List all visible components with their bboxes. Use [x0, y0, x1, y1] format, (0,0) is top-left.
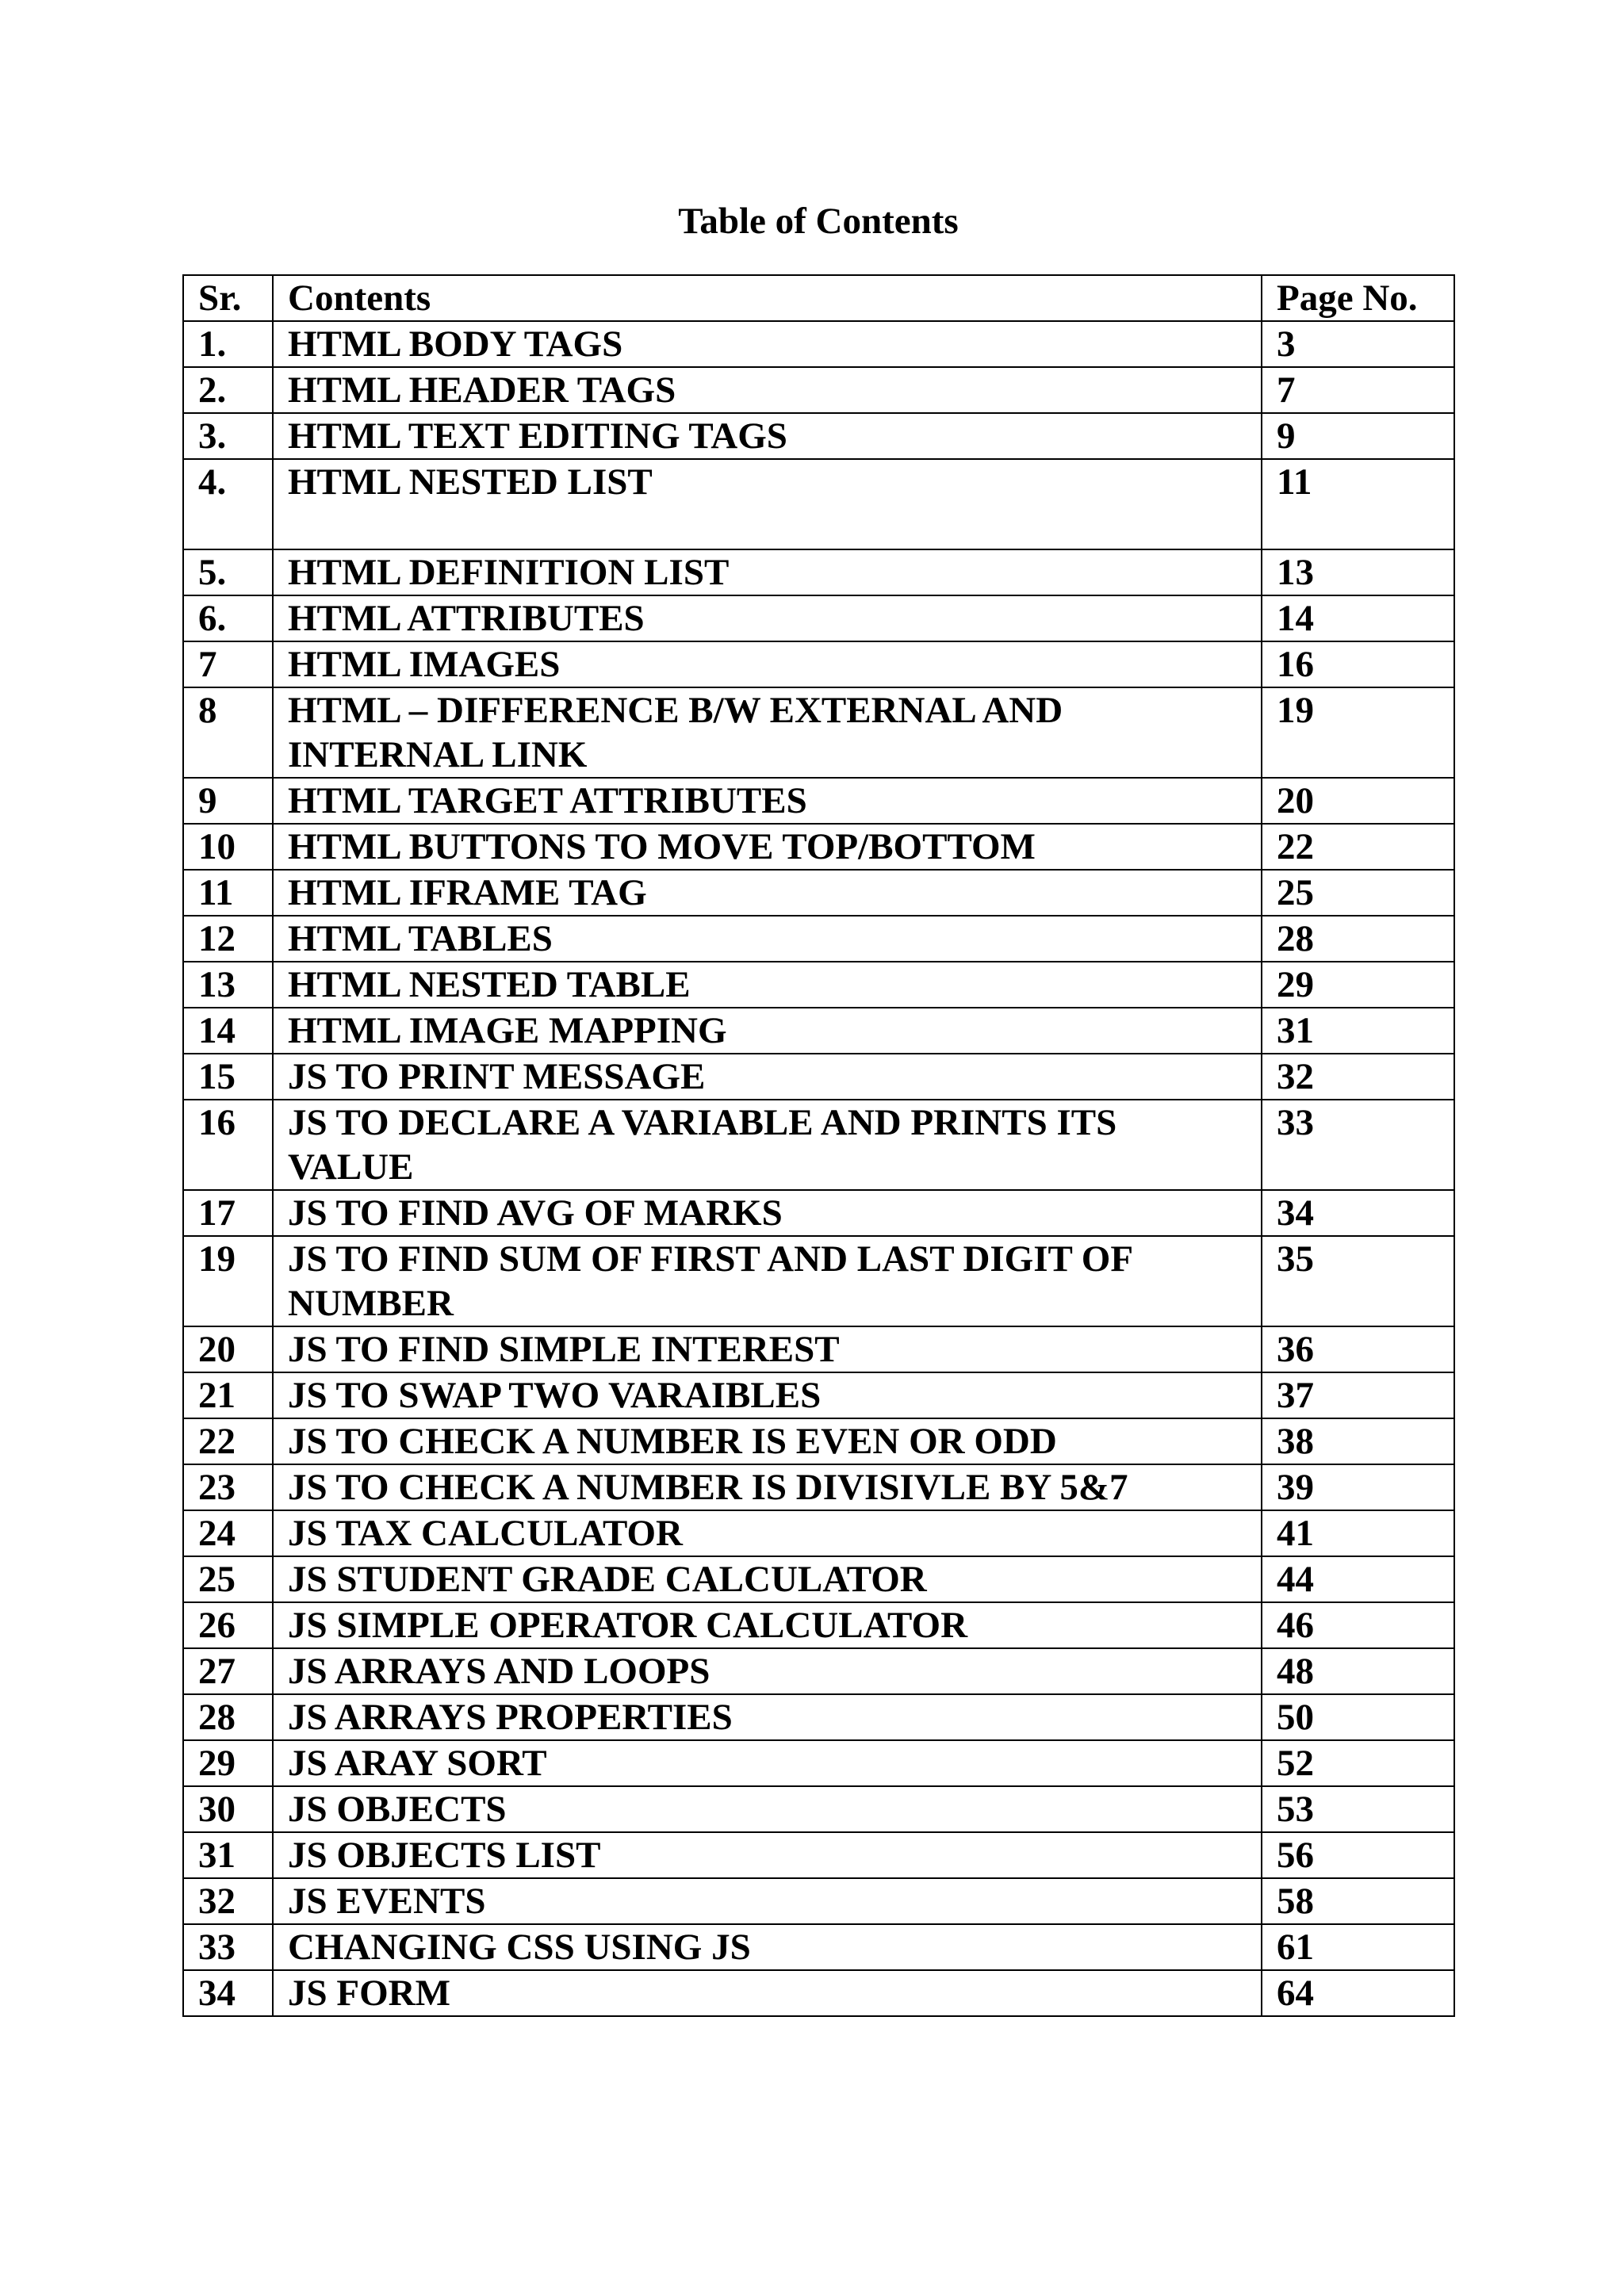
row-page-number: 61: [1262, 1924, 1454, 1970]
table-row: [183, 595, 1454, 641]
row-page-number: 44: [1262, 1556, 1454, 1602]
row-sr: 11: [183, 870, 273, 916]
row-contents: HTML IMAGE MAPPING: [273, 1008, 1262, 1054]
table-row: [183, 1786, 1454, 1832]
header-page-no: Page No.: [1262, 275, 1454, 321]
row-sr: 5.: [183, 549, 273, 595]
row-page-number: 29: [1262, 962, 1454, 1008]
row-contents: HTML DEFINITION LIST: [273, 549, 1262, 595]
row-page-number: 50: [1262, 1694, 1454, 1740]
table-row: [183, 1648, 1454, 1694]
table-header-row: [183, 275, 1454, 321]
row-sr: 8: [183, 687, 273, 778]
row-sr: 20: [183, 1326, 273, 1372]
header-sr: Sr.: [183, 275, 273, 321]
table-row: [183, 687, 1454, 778]
row-page-number: 32: [1262, 1054, 1454, 1100]
row-contents: HTML TEXT EDITING TAGS: [273, 413, 1262, 459]
page-title: Table of Contents: [678, 201, 959, 242]
row-sr: 33: [183, 1924, 273, 1970]
row-contents: JS TO SWAP TWO VARAIBLES: [273, 1372, 1262, 1418]
table-row: [183, 1236, 1454, 1326]
table-row: [183, 962, 1454, 1008]
row-sr: 23: [183, 1464, 273, 1510]
table-row: [183, 824, 1454, 870]
table-row: [183, 1878, 1454, 1924]
row-sr: 30: [183, 1786, 273, 1832]
row-contents: JS TO DECLARE A VARIABLE AND PRINTS ITS VALUE: [273, 1100, 1262, 1190]
row-page-number: 31: [1262, 1008, 1454, 1054]
header-contents: Contents: [273, 275, 1262, 321]
row-sr: 25: [183, 1556, 273, 1602]
row-contents: JS OBJECTS LIST: [273, 1832, 1262, 1878]
row-sr: 14: [183, 1008, 273, 1054]
row-page-number: 25: [1262, 870, 1454, 916]
row-contents: HTML NESTED LIST: [273, 459, 1262, 549]
row-sr: 24: [183, 1510, 273, 1556]
row-contents: JS FORM: [273, 1970, 1262, 2016]
row-page-number: 37: [1262, 1372, 1454, 1418]
row-sr: 21: [183, 1372, 273, 1418]
row-sr: 26: [183, 1602, 273, 1648]
row-page-number: 20: [1262, 778, 1454, 824]
table-row: [183, 1464, 1454, 1510]
row-sr: 13: [183, 962, 273, 1008]
row-contents: HTML NESTED TABLE: [273, 962, 1262, 1008]
table-row: [183, 1190, 1454, 1236]
row-page-number: 52: [1262, 1740, 1454, 1786]
row-sr: 4.: [183, 459, 273, 549]
table-row: [183, 1556, 1454, 1602]
row-contents: JS ARRAYS PROPERTIES: [273, 1694, 1262, 1740]
row-page-number: 33: [1262, 1100, 1454, 1190]
row-page-number: 41: [1262, 1510, 1454, 1556]
row-contents: JS TO FIND SUM OF FIRST AND LAST DIGIT OF NUMBER: [273, 1236, 1262, 1326]
row-sr: 28: [183, 1694, 273, 1740]
row-contents: CHANGING CSS USING JS: [273, 1924, 1262, 1970]
table-row: [183, 1832, 1454, 1878]
row-contents: HTML BODY TAGS: [273, 321, 1262, 367]
row-contents: JS SIMPLE OPERATOR CALCULATOR: [273, 1602, 1262, 1648]
row-sr: 29: [183, 1740, 273, 1786]
row-contents: JS ARAY SORT: [273, 1740, 1262, 1786]
row-contents: JS TO FIND AVG OF MARKS: [273, 1190, 1262, 1236]
table-row: [183, 1924, 1454, 1970]
row-page-number: 22: [1262, 824, 1454, 870]
row-sr: 34: [183, 1970, 273, 2016]
table-row: [183, 641, 1454, 687]
table-body: [183, 321, 1454, 2016]
row-sr: 10: [183, 824, 273, 870]
row-sr: 3.: [183, 413, 273, 459]
row-contents: JS TO CHECK A NUMBER IS DIVISIVLE BY 5&7: [273, 1464, 1262, 1510]
table-row: [183, 1008, 1454, 1054]
row-page-number: 39: [1262, 1464, 1454, 1510]
row-page-number: 13: [1262, 549, 1454, 595]
table-row: [183, 870, 1454, 916]
table-row: [183, 367, 1454, 413]
row-contents: JS ARRAYS AND LOOPS: [273, 1648, 1262, 1694]
row-page-number: 38: [1262, 1418, 1454, 1464]
table-row: [183, 1418, 1454, 1464]
row-contents: HTML – DIFFERENCE B/W EXTERNAL AND INTERNAL LINK: [273, 687, 1262, 778]
row-page-number: 46: [1262, 1602, 1454, 1648]
row-contents: JS TO PRINT MESSAGE: [273, 1054, 1262, 1100]
row-page-number: 16: [1262, 641, 1454, 687]
row-page-number: 11: [1262, 459, 1454, 549]
table-row: [183, 1970, 1454, 2016]
row-page-number: 28: [1262, 916, 1454, 962]
table-row: [183, 1372, 1454, 1418]
row-page-number: 3: [1262, 321, 1454, 367]
row-sr: 1.: [183, 321, 273, 367]
row-page-number: 9: [1262, 413, 1454, 459]
row-page-number: 7: [1262, 367, 1454, 413]
row-sr: 7: [183, 641, 273, 687]
table-row: [183, 1054, 1454, 1100]
row-contents: HTML TABLES: [273, 916, 1262, 962]
row-page-number: 36: [1262, 1326, 1454, 1372]
row-contents: HTML TARGET ATTRIBUTES: [273, 778, 1262, 824]
row-contents: JS TAX CALCULATOR: [273, 1510, 1262, 1556]
row-contents: HTML IMAGES: [273, 641, 1262, 687]
row-sr: 6.: [183, 595, 273, 641]
row-page-number: 34: [1262, 1190, 1454, 1236]
row-sr: 32: [183, 1878, 273, 1924]
table-row: [183, 549, 1454, 595]
row-page-number: 56: [1262, 1832, 1454, 1878]
row-page-number: 35: [1262, 1236, 1454, 1326]
row-sr: 2.: [183, 367, 273, 413]
row-sr: 27: [183, 1648, 273, 1694]
row-page-number: 48: [1262, 1648, 1454, 1694]
row-sr: 19: [183, 1236, 273, 1326]
row-contents: JS TO FIND SIMPLE INTEREST: [273, 1326, 1262, 1372]
table-row: [183, 1100, 1454, 1190]
row-contents: JS OBJECTS: [273, 1786, 1262, 1832]
row-contents: JS EVENTS: [273, 1878, 1262, 1924]
table-row: [183, 1510, 1454, 1556]
row-sr: 22: [183, 1418, 273, 1464]
row-contents: JS STUDENT GRADE CALCULATOR: [273, 1556, 1262, 1602]
table-row: [183, 916, 1454, 962]
table-row: [183, 1326, 1454, 1372]
table-row: [183, 1740, 1454, 1786]
row-contents: HTML IFRAME TAG: [273, 870, 1262, 916]
table-row: [183, 413, 1454, 459]
row-contents: HTML BUTTONS TO MOVE TOP/BOTTOM: [273, 824, 1262, 870]
row-page-number: 64: [1262, 1970, 1454, 2016]
row-contents: HTML HEADER TAGS: [273, 367, 1262, 413]
row-page-number: 53: [1262, 1786, 1454, 1832]
table-row: [183, 459, 1454, 549]
row-sr: 17: [183, 1190, 273, 1236]
row-contents: HTML ATTRIBUTES: [273, 595, 1262, 641]
row-sr: 9: [183, 778, 273, 824]
row-sr: 31: [183, 1832, 273, 1878]
row-page-number: 19: [1262, 687, 1454, 778]
table-row: [183, 1694, 1454, 1740]
row-sr: 16: [183, 1100, 273, 1190]
table-row: [183, 321, 1454, 367]
row-contents: JS TO CHECK A NUMBER IS EVEN OR ODD: [273, 1418, 1262, 1464]
table-of-contents: [182, 274, 1455, 2017]
row-sr: 15: [183, 1054, 273, 1100]
row-sr: 12: [183, 916, 273, 962]
row-page-number: 14: [1262, 595, 1454, 641]
table-row: [183, 778, 1454, 824]
row-page-number: 58: [1262, 1878, 1454, 1924]
table-row: [183, 1602, 1454, 1648]
